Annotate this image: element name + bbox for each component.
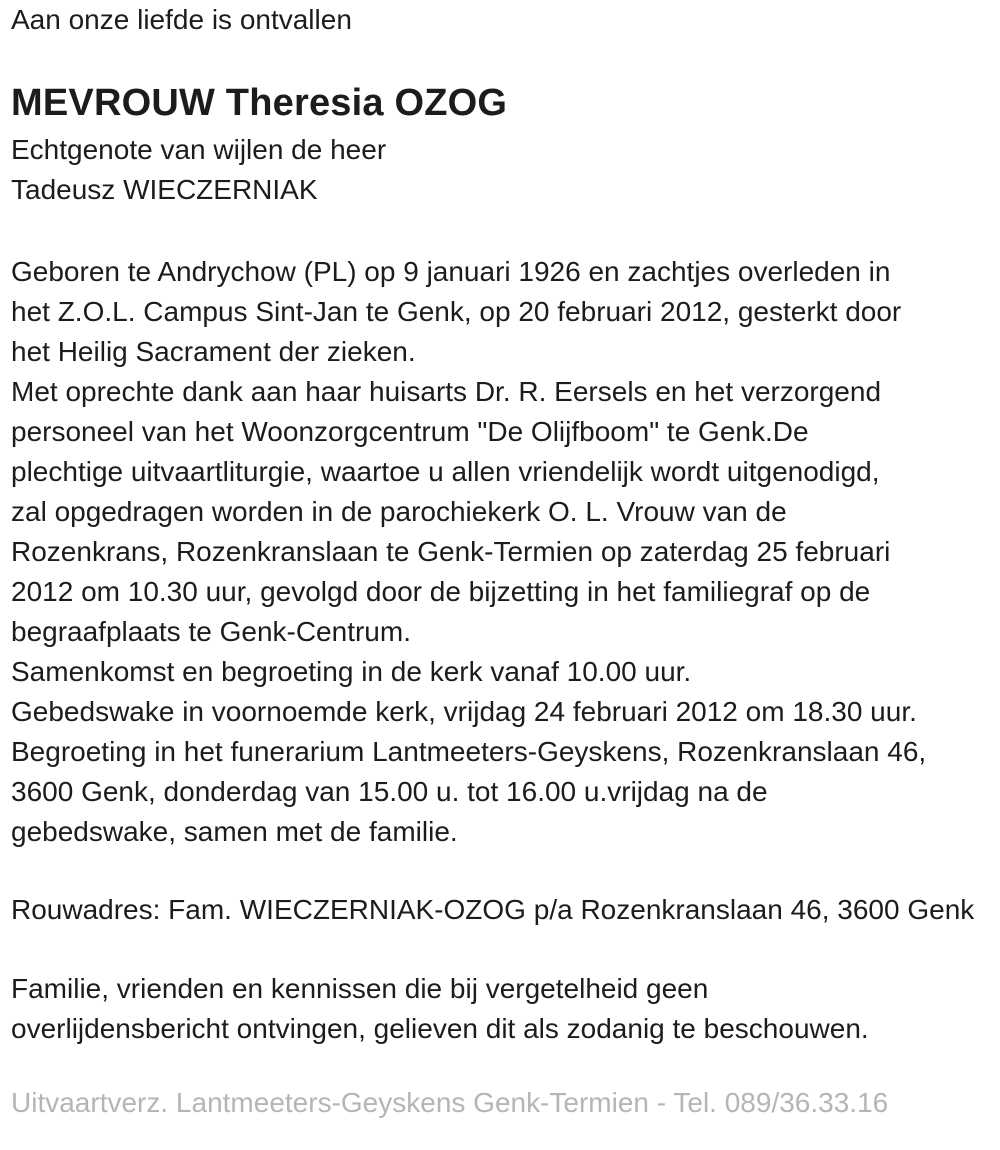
body-line: Met oprechte dank aan haar huisarts Dr. R. Eersels en het verzorgend	[11, 376, 882, 407]
body-line: zal opgedragen worden in de parochiekerk O. L. Vrouw van de	[11, 496, 787, 527]
body-line: 3600 Genk, donderdag van 15.00 u. tot 16.00 u.vrijdag na de	[11, 776, 768, 807]
body-line: personeel van het Woonzorgcentrum "De Olijfboom" te Genk.De	[11, 416, 809, 447]
body-line: 2012 om 10.30 uur, gevolgd door de bijzetting in het familiegraf op de	[11, 576, 871, 607]
body-line: het Z.O.L. Campus Sint-Jan te Genk, op 20 februari 2012, gesterkt door	[11, 296, 902, 327]
intro-block	[11, 0, 992, 40]
body-line: plechtige uitvaartliturgie, waartoe u allen vriendelijk wordt uitgenodigd,	[11, 456, 880, 487]
body-line: Gebedswake in voornoemde kerk, vrijdag 24 februari 2012 om 18.30 uur.	[11, 696, 917, 727]
body-line: Rozenkrans, Rozenkranslaan te Genk-Termien op zaterdag 25 februari	[11, 536, 891, 567]
body-line: Samenkomst en begroeting in de kerk vanaf 10.00 uur.	[11, 656, 692, 687]
spouse-name-line: Tadeusz WIECZERNIAK	[11, 174, 318, 205]
notice-block	[11, 969, 992, 1049]
body-line: Geboren te Andrychow (PL) op 9 januari 1926 en zachtjes overleden in	[11, 256, 891, 287]
funeral-service-footer-line: Uitvaartverz. Lantmeeters-Geyskens Genk-Termien - Tel. 089/36.33.16	[11, 1087, 889, 1118]
footer-block	[11, 1083, 992, 1123]
mourning-address-line: Rouwadres: Fam. WIECZERNIAK-OZOG p/a Rozenkranslaan 46, 3600 Genk	[11, 894, 975, 925]
body-line: het Heilig Sacrament der zieken.	[11, 336, 416, 367]
notice-line: overlijdensbericht ontvingen, gelieven dit als zodanig te beschouwen.	[11, 1013, 869, 1044]
body-line: gebedswake, samen met de familie.	[11, 816, 458, 847]
spouse-intro-line: Echtgenote van wijlen de heer	[11, 134, 387, 165]
mourning-address-block	[11, 890, 992, 930]
body-line: begraafplaats te Genk-Centrum.	[11, 616, 411, 647]
body-line: Begroeting in het funerarium Lantmeeters-Geyskens, Rozenkranslaan 46,	[11, 736, 927, 767]
spouse-block	[11, 130, 992, 210]
notice-line: Familie, vrienden en kennissen die bij vergetelheid geen	[11, 973, 709, 1004]
obituary-body	[11, 252, 992, 852]
deceased-name-title: MEVROUW Theresia OZOG	[11, 82, 508, 124]
intro-line: Aan onze liefde is ontvallen	[11, 4, 352, 35]
